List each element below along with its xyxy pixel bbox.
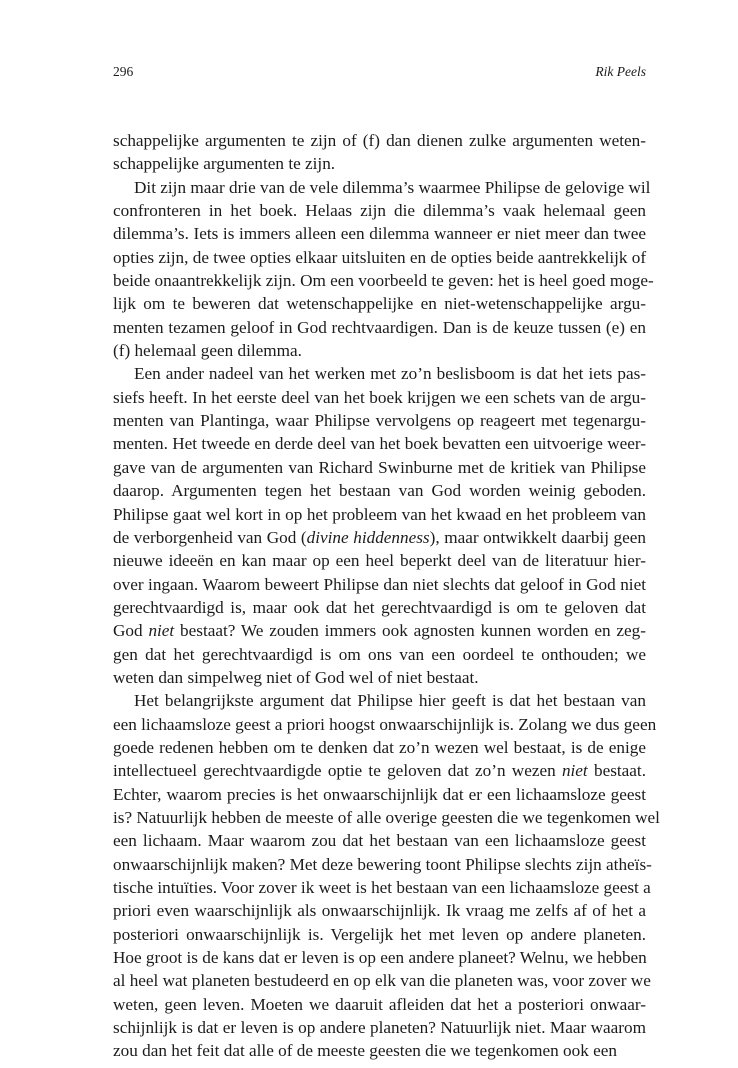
text-run: intellectueel gerechtvaardigde optie te geloven dat zo’n wezen xyxy=(113,761,562,781)
text-run: Hoe groot is de kans dat er leven is op een andere planeet? Welnu, we hebben xyxy=(113,948,647,968)
text-run: siefs heeft. In het eerste deel van het boek krijgen we een schets van de argu- xyxy=(113,387,646,407)
paragraph xyxy=(113,362,646,689)
text-line xyxy=(113,783,646,806)
text-run: bestaat. xyxy=(587,761,646,781)
text-line xyxy=(113,759,646,782)
text-line xyxy=(113,993,646,1016)
text-run: onwaarschijnlijk maken? Met deze bewering toont Philipse slechts zijn atheïs- xyxy=(113,854,652,874)
text-run: lijk om te beweren dat wetenschappelijke en niet-wetenschappelijke argu- xyxy=(113,294,646,314)
text-run: schappelijke argumenten te zijn of (f) dan dienen zulke argumenten weten- xyxy=(113,131,646,150)
text-run: Echter, waarom precies is het onwaarschijnlijk dat er een lichaamsloze geest xyxy=(113,784,646,804)
paragraph xyxy=(113,689,660,1063)
italic-text: divine hiddenness xyxy=(306,527,430,547)
text-run: daarop. Argumenten tegen het bestaan van God worden weinig geboden. xyxy=(113,481,646,501)
running-head-author: Rik Peels xyxy=(595,64,646,79)
text-line xyxy=(113,456,646,479)
text-line xyxy=(113,199,646,222)
text-run: opties zijn, de twee opties elkaar uitsluiten en de opties beide aantrekkelijk of xyxy=(113,247,647,267)
text-line xyxy=(113,899,646,922)
text-line xyxy=(113,479,646,502)
text-line xyxy=(113,713,657,736)
text-line xyxy=(113,316,646,339)
text-line xyxy=(113,573,646,596)
text-line xyxy=(113,386,646,409)
text-run: de verborgenheid van God ( xyxy=(113,527,307,547)
text-run: beide onaantrekkelijk zijn. Om een voorbeeld te geven: het is heel goed moge- xyxy=(113,271,654,291)
text-line xyxy=(113,526,646,549)
text-line xyxy=(113,736,646,759)
text-line xyxy=(113,619,646,642)
text-run: al heel wat planeten bestudeerd en op elk van die planeten was, voor zover we xyxy=(113,971,651,991)
text-line xyxy=(113,643,646,666)
text-line xyxy=(113,689,646,712)
text-run: posteriori onwaarschijnlijk is. Vergelijk het met leven op andere planeten. xyxy=(113,924,646,944)
text-run: een lichaam. Maar waarom zou dat het bestaan van een lichaamsloze geest xyxy=(113,831,646,851)
text-line xyxy=(113,432,646,455)
text-run: schappelijke argumenten te zijn. xyxy=(113,154,336,174)
text-run: gen dat het gerechtvaardigd is om ons van een oordeel te onthouden; we xyxy=(113,644,646,664)
text-line xyxy=(113,876,651,899)
body-text xyxy=(113,129,660,1063)
text-run: bestaat? We zouden immers ook agnosten kunnen worden en zeg- xyxy=(174,621,647,641)
text-run: Philipse gaat wel kort in op het probleem van het kwaad en het probleem van xyxy=(113,504,646,524)
text-run: Dit zijn maar drie van de vele dilemma’s waarmee Philipse de gelovige wil xyxy=(134,177,651,197)
text-run: schijnlijk is dat er leven is op andere planeten? Natuurlijk niet. Maar waarom xyxy=(113,1018,646,1038)
text-line xyxy=(113,969,651,992)
text-run: is? Natuurlijk hebben de meeste of alle overige geesten die we tegenkomen wel xyxy=(113,807,660,827)
text-run: tische intuïties. Voor zover ik weet is het bestaan van een lichaamsloze geest a xyxy=(113,878,651,897)
text-line xyxy=(113,152,646,175)
text-line xyxy=(113,129,646,152)
text-line xyxy=(113,853,652,876)
text-run: weten dan simpelweg niet of God wel of niet bestaat. xyxy=(113,667,479,687)
text-run: ), maar ontwikkelt daarbij geen xyxy=(429,527,647,547)
text-line xyxy=(113,806,660,829)
text-line xyxy=(113,923,646,946)
text-run: weten, geen leven. Moeten we daaruit afleiden dat het a posteriori onwaar- xyxy=(113,994,646,1014)
text-run: (f) helemaal geen dilemma. xyxy=(113,341,302,361)
text-run: God xyxy=(113,621,149,641)
text-line xyxy=(113,596,646,619)
paragraph xyxy=(113,176,654,363)
text-line xyxy=(113,362,646,385)
text-run: priori even waarschijnlijk als onwaarschijnlijk. Ik vraag me zelfs af of het a xyxy=(113,901,646,921)
italic-text: niet xyxy=(148,621,175,641)
text-line xyxy=(113,246,646,269)
text-run: menten. Het tweede en derde deel van het boek bevatten een uitvoerige weer- xyxy=(113,434,646,454)
italic-text: niet xyxy=(561,761,588,781)
page-header xyxy=(113,64,646,84)
text-run: een lichaamsloze geest a priori hoogst onwaarschijnlijk is. Zolang we dus geen xyxy=(113,714,657,734)
text-run: menten van Plantinga, waar Philipse vervolgens op reageert met tegenargu- xyxy=(113,411,646,431)
paragraph xyxy=(113,129,646,176)
text-run: Een ander nadeel van het werken met zo’n beslisboom is dat het iets pas- xyxy=(134,364,646,384)
text-run: confronteren in het boek. Helaas zijn die dilemma’s vaak helemaal geen xyxy=(113,201,646,221)
text-line xyxy=(113,176,651,199)
text-run: dilemma’s. Iets is immers alleen een dilemma wanneer er niet meer dan twee xyxy=(113,224,646,244)
text-line xyxy=(113,1016,646,1039)
text-run: gerechtvaardigd is, maar ook dat het gerechtvaardigd is om te geloven dat xyxy=(113,597,646,617)
text-line xyxy=(113,409,646,432)
text-run: goede redenen hebben om te denken dat zo’n wezen wel bestaat, is de enige xyxy=(113,737,646,757)
text-run: nieuwe ideeën en kan maar op een heel beperkt deel van de literatuur hier- xyxy=(113,551,646,571)
text-line xyxy=(113,666,646,689)
text-line xyxy=(113,1039,646,1062)
text-line xyxy=(113,829,646,852)
text-run: over ingaan. Waarom beweert Philipse dan niet slechts dat geloof in God niet xyxy=(113,574,646,594)
text-line xyxy=(113,946,646,969)
text-line xyxy=(113,339,646,362)
text-run: menten tezamen geloof in God rechtvaardigen. Dan is de keuze tussen (e) en xyxy=(113,317,646,337)
text-line xyxy=(113,222,646,245)
text-line xyxy=(113,549,646,572)
text-line xyxy=(113,292,646,315)
text-line xyxy=(113,503,646,526)
text-line xyxy=(113,269,654,292)
text-run: Het belangrijkste argument dat Philipse hier geeft is dat het bestaan van xyxy=(134,691,646,711)
page-number: 296 xyxy=(113,64,134,79)
text-run: gave van de argumenten van Richard Swinburne met de kritiek van Philipse xyxy=(113,457,646,477)
text-run: zou dan het feit dat alle of de meeste geesten die we tegenkomen ook een xyxy=(113,1041,617,1061)
